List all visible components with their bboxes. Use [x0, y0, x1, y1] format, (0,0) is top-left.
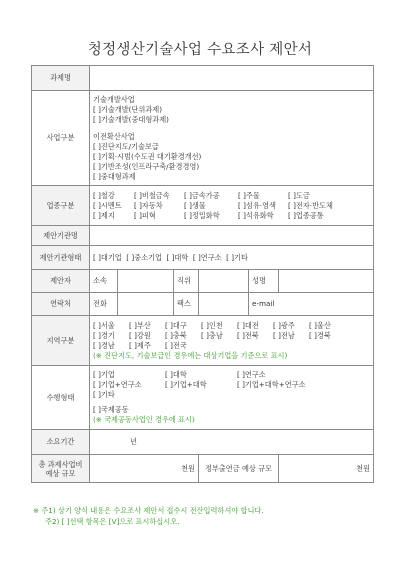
proposal-form-table [31, 65, 374, 483]
region-row [93, 341, 370, 351]
option-infra[interactable]: [ ]기반조성(인프라구축/환경경영) [93, 161, 200, 171]
industry-option[interactable]: [ ]도금 [288, 190, 310, 200]
execution-option[interactable]: [ ]기업+연구소 [93, 380, 142, 389]
region-option[interactable]: [ ]전국 [165, 340, 187, 350]
label-position: 직위 [174, 270, 199, 293]
business-type-options [90, 91, 374, 186]
fax-field[interactable] [199, 293, 249, 316]
phone-field[interactable] [118, 293, 174, 316]
region-grid [93, 321, 370, 351]
region-option[interactable]: [ ]충남 [201, 330, 223, 340]
region-note: (※ 진단지도, 기술보급인 경우에는 대상기업을 기준으로 표시) [93, 350, 288, 360]
region-row [93, 321, 370, 331]
row-contact [32, 293, 374, 316]
execution-grid [93, 370, 370, 400]
row-proposer-org [32, 226, 374, 246]
industry-option[interactable]: [ ]정밀화학 [184, 210, 220, 220]
label-industry-type: 업종구분 [32, 186, 90, 226]
row-region [32, 316, 374, 366]
label-phone: 전화 [90, 293, 118, 316]
option-pilot[interactable]: [ ]기획·시범(수도권 대기환경개선) [93, 151, 202, 161]
proposer-org-field[interactable] [90, 226, 374, 246]
label-org-type: 제안기관형태 [32, 246, 90, 270]
option-tech-unit[interactable]: [ ]기술개발(단위과제) [93, 104, 163, 114]
industry-option[interactable]: [ ]생물 [184, 200, 206, 210]
execution-option[interactable]: [ ]기타 [93, 390, 115, 399]
gov-budget-unit: 천원 [356, 463, 371, 473]
label-proposer: 제안자 [32, 270, 90, 293]
industry-option[interactable]: [ ]철강 [93, 190, 115, 200]
footnote-1: ※ 주1) 상기 양식 내용은 수요조사 제안서 접수시 전산입력하셔야 합니다. [33, 506, 264, 515]
label-email: e-mail [252, 299, 275, 308]
industry-option[interactable]: [ ]석유화학 [238, 210, 274, 220]
industry-option[interactable]: [ ]제지 [93, 210, 115, 220]
region-option[interactable]: [ ]울산 [309, 320, 331, 330]
international-note: (※ 국제공동사업인 경우에 표시) [93, 415, 195, 424]
region-option[interactable]: [ ]경남 [93, 340, 115, 350]
label-business-type: 사업구분 [32, 91, 90, 186]
gov-budget-field[interactable] [279, 455, 374, 483]
project-name-field[interactable] [90, 66, 374, 91]
execution-row [93, 390, 370, 400]
budget-field[interactable] [90, 455, 199, 483]
footnote-2: 주2) [ ]선택 항목은 [V]으로 표시하십시오. [45, 517, 180, 526]
option-international[interactable]: [ ]국제공동 [93, 405, 129, 414]
email-field[interactable] [249, 293, 374, 316]
execution-option[interactable]: [ ]대학 [165, 370, 187, 379]
industry-option[interactable]: [ ]주물 [238, 190, 260, 200]
region-option[interactable]: [ ]대전 [237, 320, 259, 330]
region-row [93, 331, 370, 341]
budget-unit: 천원 [181, 463, 195, 473]
industry-row [93, 201, 370, 211]
row-budget [32, 455, 374, 483]
label-duration: 소요기간 [32, 430, 90, 455]
page-title: 청정생산기술사업 수요조사 제안서 [87, 42, 313, 58]
position-field[interactable] [199, 270, 249, 293]
industry-option[interactable]: [ ]비철금속 [134, 190, 170, 200]
option-large-project[interactable]: [ ]중대형과제 [93, 171, 136, 181]
row-business-type [32, 91, 374, 186]
execution-option[interactable]: [ ]기업+대학 [165, 380, 207, 389]
industry-grid [93, 191, 370, 221]
region-option[interactable]: [ ]경북 [309, 330, 331, 340]
label-affiliation: 소속 [90, 270, 118, 293]
execution-option[interactable]: [ ]기업 [93, 370, 115, 379]
region-option[interactable]: [ ]대구 [165, 320, 187, 330]
footnotes [33, 505, 264, 527]
region-option[interactable]: [ ]강원 [129, 330, 151, 340]
duration-field[interactable] [90, 430, 374, 455]
industry-option[interactable]: [ ]자동차 [134, 200, 163, 210]
name-field[interactable] [279, 270, 374, 293]
label-fax: 팩스 [174, 293, 199, 316]
row-execution-form [32, 366, 374, 430]
label-contact: 연락처 [32, 293, 90, 316]
execution-form-options [90, 366, 374, 430]
industry-option[interactable]: [ ]금속가공 [184, 190, 220, 200]
label-proposer-org: 제안기관명 [32, 226, 90, 246]
industry-option[interactable]: [ ]전자·반도체 [288, 200, 333, 210]
row-project-name [32, 66, 374, 91]
execution-option[interactable]: [ ]연구소 [237, 370, 266, 379]
industry-option[interactable]: [ ]피혁 [134, 210, 156, 220]
region-option[interactable]: [ ]인천 [201, 320, 223, 330]
region-option[interactable]: [ ]제주 [129, 340, 151, 350]
row-duration [32, 430, 374, 455]
industry-option[interactable]: [ ]시멘트 [93, 200, 122, 210]
label-gov-budget: 정부출연금 예상 규모 [199, 455, 279, 483]
region-option[interactable]: [ ]부산 [129, 320, 151, 330]
label-budget: 총 과제사업비 예상 규모 [32, 455, 90, 483]
business-category-heading: 이전확산사업 [93, 131, 135, 141]
industry-option[interactable]: [ ]섬유·염색 [238, 200, 276, 210]
label-region: 지역구분 [32, 316, 90, 366]
affiliation-field[interactable] [118, 270, 174, 293]
execution-option[interactable]: [ ]기업+대학+연구소 [237, 380, 306, 389]
option-diagnosis[interactable]: [ ]진단지도/기술보급 [93, 141, 159, 151]
region-option[interactable]: [ ]충북 [165, 330, 187, 340]
org-type-options[interactable]: [ ]대기업 [ ]중소기업 [ ]대학 [ ]연구소 [ ]기타 [90, 246, 374, 270]
execution-row [93, 380, 370, 390]
industry-row [93, 191, 370, 201]
duration-unit: 년 [130, 437, 137, 446]
region-option[interactable]: [ ]경기 [93, 330, 115, 340]
execution-row [93, 370, 370, 380]
row-org-type [32, 246, 374, 270]
label-execution-form: 수행형태 [32, 366, 90, 430]
industry-row [93, 211, 370, 221]
label-name: 성명 [249, 270, 279, 293]
region-option[interactable]: [ ]전남 [273, 330, 295, 340]
industry-option[interactable]: [ ]업종공통 [288, 210, 324, 220]
label-project-name: 과제명 [32, 66, 90, 91]
row-proposer [32, 270, 374, 293]
row-industry-type [32, 186, 374, 226]
region-option[interactable]: [ ]광주 [273, 320, 295, 330]
region-option[interactable]: [ ]전북 [237, 330, 259, 340]
option-tech-large[interactable]: [ ]기술개발(중대형과제) [93, 114, 169, 124]
region-options [90, 316, 374, 366]
business-category-heading: 기술개발사업 [93, 94, 135, 104]
region-option[interactable]: [ ]서울 [93, 320, 115, 330]
industry-type-options [90, 186, 374, 226]
